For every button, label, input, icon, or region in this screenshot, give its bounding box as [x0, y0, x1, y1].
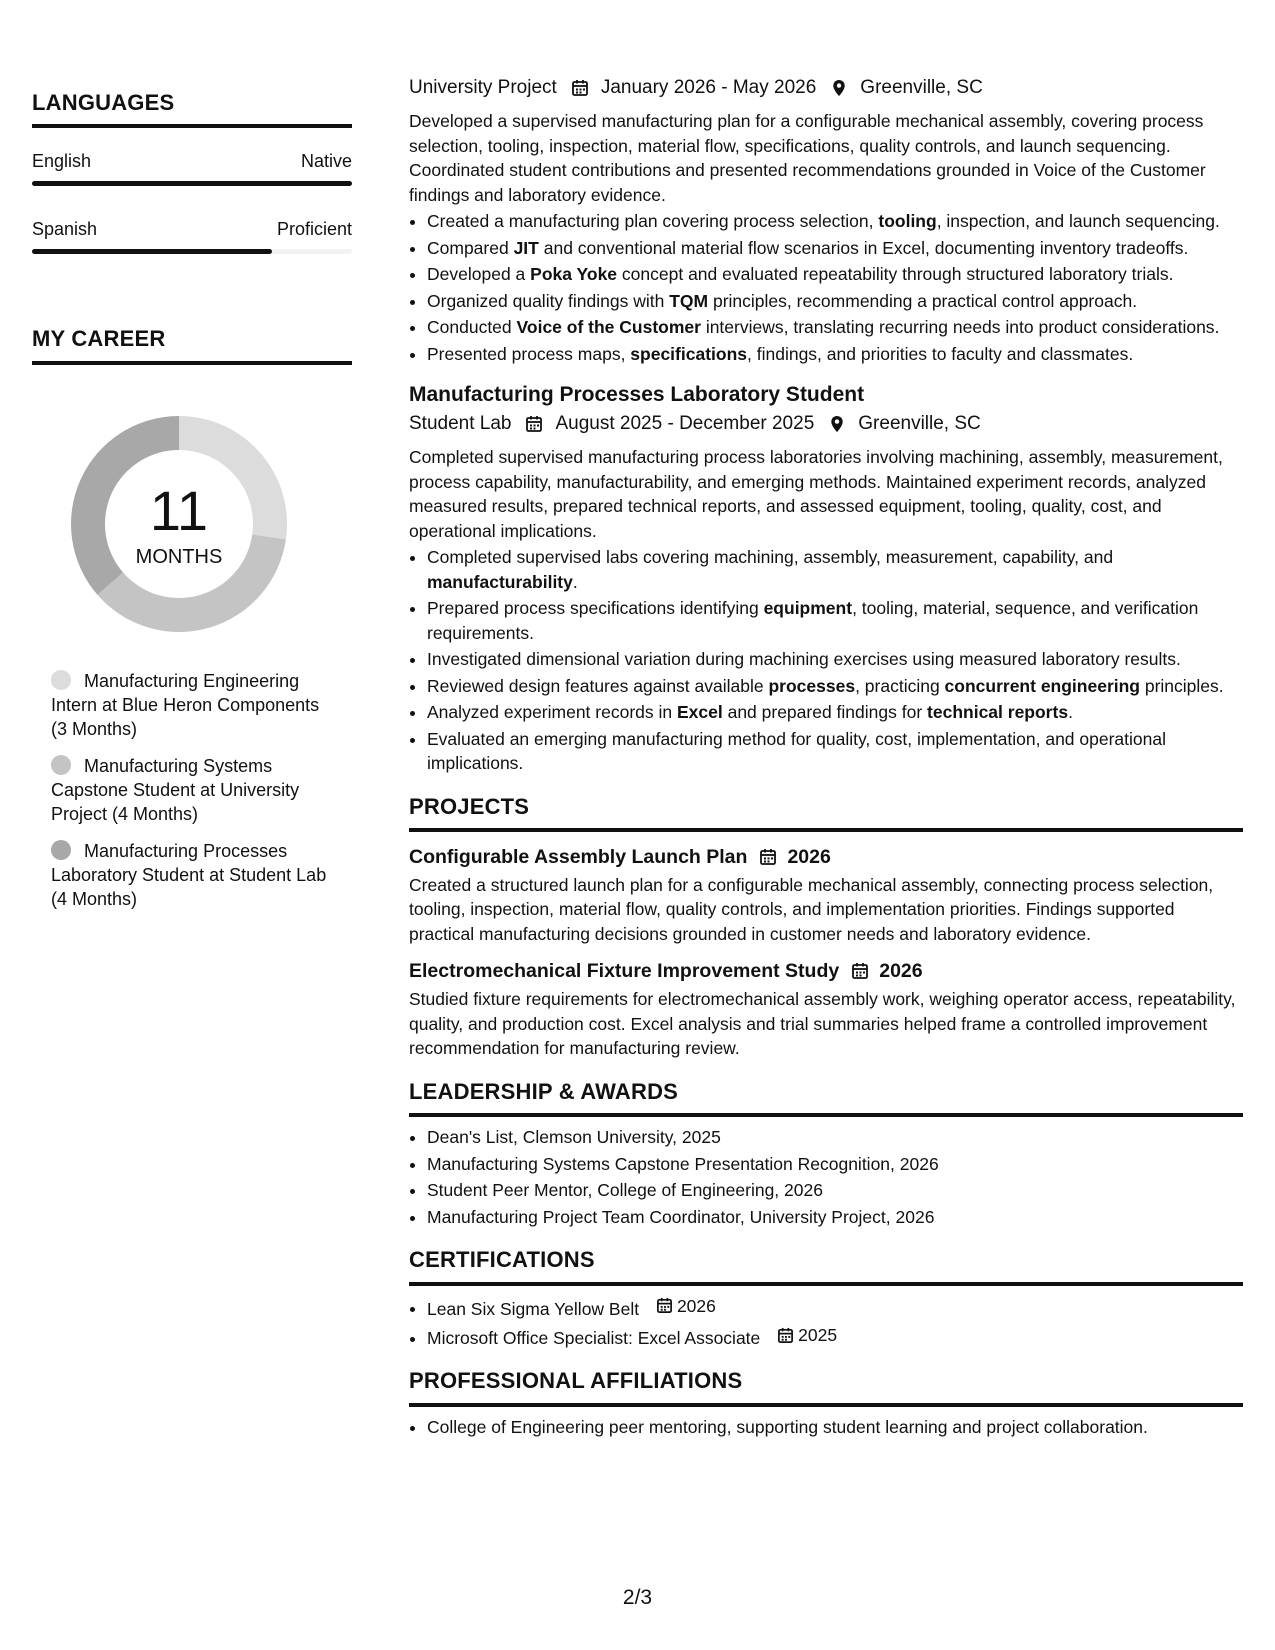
list-item: • Completed supervised labs covering machining, assembly, measurement, capability, and manufacturability.: [427, 545, 1243, 594]
list-item: • Evaluated an emerging manufacturing method for quality, cost, implementation, and operational implications.: [427, 727, 1243, 776]
sidebar: [32, 90, 352, 924]
affiliations-list: [409, 1415, 1243, 1440]
experience-meta: [409, 412, 1243, 436]
experience-dates: January 2026 - May 2026: [600, 77, 817, 98]
certification-year: 2026: [676, 1295, 716, 1316]
project-year: 2026: [787, 845, 831, 868]
keyword: equipment: [763, 598, 853, 618]
career-donut-chart: [64, 409, 294, 639]
main-content: [409, 76, 1243, 1441]
calendar-icon: [851, 962, 869, 980]
experience-bullets: [409, 545, 1243, 776]
affiliations-section: [409, 1368, 1243, 1439]
legend-label: Manufacturing Systems Capstone Student at University Project (4 Months): [51, 755, 300, 824]
list-item: • Created a manufacturing plan covering process selection, tooling, inspection, and launch sequencing.: [427, 209, 1243, 234]
calendar-icon: [777, 1327, 794, 1344]
section-divider: [409, 1403, 1243, 1407]
section-divider: [32, 124, 352, 128]
keyword: tooling: [878, 211, 937, 231]
list-item: • Compared JIT and conventional material flow scenarios in Excel, documenting inventory tradeoffs.: [427, 236, 1243, 261]
page-number: 2/3: [622, 1586, 653, 1609]
certification-date: [765, 1323, 837, 1348]
calendar-icon: [656, 1297, 673, 1314]
list-item: • Prepared process specifications identifying equipment, tooling, material, sequence, and verification requirements.: [427, 596, 1243, 645]
legend-label: Manufacturing Engineering Intern at Blue Heron Components (3 Months): [51, 670, 320, 739]
legend-dot: [51, 840, 71, 860]
career-legend: [51, 669, 352, 911]
list-item: • Manufacturing Systems Capstone Presentation Recognition, 2026: [427, 1152, 1243, 1177]
list-item: • Analyzed experiment records in Excel and prepared findings for technical reports.: [427, 700, 1243, 725]
certification-year: 2025: [798, 1324, 838, 1345]
experience-entry: [409, 76, 1243, 366]
project-item: [409, 844, 1243, 947]
calendar-icon: [571, 79, 589, 97]
language-level: Proficient: [276, 219, 352, 240]
experience-location: Greenville, SC: [858, 413, 981, 434]
experience-dates: August 2025 - December 2025: [555, 413, 815, 434]
experience-title: Manufacturing Processes Laboratory Student: [409, 383, 865, 406]
legend-item: [51, 754, 331, 826]
section-title-awards: LEADERSHIP & AWARDS: [409, 1078, 679, 1104]
keyword: processes: [768, 675, 856, 696]
section-title-certifications: CERTIFICATIONS: [409, 1247, 595, 1273]
keyword: Poka Yoke: [530, 264, 618, 284]
language-proficiency-fill: [32, 181, 352, 186]
list-item: • Dean's List, Clemson University, 2025: [427, 1125, 1243, 1150]
list-item: • College of Engineering peer mentoring, supporting student learning and project collaboration.: [427, 1415, 1243, 1440]
project-year: 2026: [879, 960, 923, 983]
languages-section: [32, 90, 352, 254]
legend-item: [51, 669, 331, 741]
section-title-career: MY CAREER: [32, 326, 166, 352]
section-title-affiliations: PROFESSIONAL AFFILIATIONS: [409, 1368, 743, 1394]
keyword: specifications: [630, 343, 748, 364]
keyword: Voice of the Customer: [516, 317, 701, 337]
projects-section: [409, 794, 1243, 1061]
project-header: [409, 844, 1243, 870]
keyword: TQM: [669, 290, 709, 311]
list-item: • Presented process maps, specifications, findings, and priorities to faculty and classmates.: [427, 342, 1243, 367]
list-item: [427, 1294, 1243, 1321]
keyword: Excel: [676, 702, 723, 722]
project-header: [409, 958, 1243, 984]
experience-bullets: [409, 209, 1243, 366]
certification-name: Lean Six Sigma Yellow Belt: [427, 1298, 640, 1319]
calendar-icon: [525, 415, 543, 433]
keyword: technical reports: [927, 702, 1069, 722]
language-proficiency-bar: [32, 249, 352, 254]
language-name: Spanish: [32, 219, 98, 240]
project-name: Electromechanical Fixture Improvement Study: [409, 960, 840, 983]
list-item: • Manufacturing Project Team Coordinator, University Project, 2026: [427, 1205, 1243, 1230]
experience-summary: Developed a supervised manufacturing plan for a configurable mechanical assembly, covering process selection, tooling, inspection, material flow, specifications, quality controls, and launch sequencing. Coordinated student contributions and presented recommendations grounded in Voice of the Customer findings and laboratory evidence.: [409, 111, 1206, 205]
language-level: Native: [300, 151, 352, 172]
language-item: [32, 218, 352, 254]
list-item: • Investigated dimensional variation during machining exercises using measured laboratory results.: [427, 647, 1243, 672]
certifications-section: [409, 1247, 1243, 1350]
language-name: English: [32, 151, 92, 172]
calendar-icon: [759, 848, 777, 866]
language-proficiency-fill: [32, 249, 272, 254]
list-item: • Reviewed design features against available processes, practicing concurrent engineering principles.: [427, 674, 1243, 699]
map-pin-icon: [828, 415, 846, 433]
legend-dot: [51, 670, 71, 690]
list-item: • Conducted Voice of the Customer interviews, translating recurring needs into product considerations.: [427, 315, 1243, 340]
certification-date: [644, 1294, 716, 1319]
map-pin-icon: [830, 79, 848, 97]
career-total-number: 11: [149, 478, 209, 542]
project-name: Configurable Assembly Launch Plan: [409, 845, 748, 868]
experience-summary: Completed supervised manufacturing process laboratories involving machining, assembly, measurement, process capability, manufacturability, and emerging methods. Maintained experiment records, analyzed measured results, prepared technical reports, and assessed equipment, tooling, quality, cost, and operational implications.: [409, 447, 1223, 541]
list-item: • Developed a Poka Yoke concept and evaluated repeatability through structured laboratory trials.: [427, 262, 1243, 287]
project-item: [409, 958, 1243, 1061]
awards-list: [409, 1125, 1243, 1229]
list-item: [427, 1323, 1243, 1350]
awards-section: [409, 1079, 1243, 1229]
language-proficiency-bar: [32, 181, 352, 186]
certification-name: Microsoft Office Specialist: Excel Associate: [427, 1327, 761, 1348]
keyword: JIT: [513, 237, 539, 258]
section-divider: [32, 361, 352, 365]
section-title-languages: LANGUAGES: [32, 90, 175, 115]
project-description: Created a structured launch plan for a configurable mechanical assembly, connecting process selection, tooling, inspection, material flow, quality controls, and implementation priorities. Findings supported practical manufacturing decisions grounded in customer needs and laboratory evidence.: [409, 874, 1214, 944]
legend-item: [51, 839, 331, 911]
legend-label: Manufacturing Processes Laboratory Student at Student Lab (4 Months): [51, 840, 327, 909]
section-divider: [409, 1282, 1243, 1286]
career-total-unit: MONTHS: [135, 545, 223, 568]
language-item: [32, 150, 352, 186]
section-title-projects: PROJECTS: [409, 793, 530, 819]
list-item: • Student Peer Mentor, College of Engineering, 2026: [427, 1178, 1243, 1203]
experience-meta: [409, 76, 1243, 100]
donut-center: [64, 409, 294, 639]
section-divider: [409, 828, 1243, 832]
project-description: Studied fixture requirements for electromechanical assembly work, weighing operator access, repeatability, quality, and production cost. Excel analysis and trial summaries helped frame a controlled improvement recommendation for manufacturing review.: [409, 989, 1236, 1059]
list-item: • Organized quality findings with TQM principles, recommending a practical control approach.: [427, 289, 1243, 314]
keyword: manufacturability: [427, 571, 573, 592]
keyword: concurrent engineering: [944, 675, 1140, 696]
legend-dot: [51, 755, 71, 775]
section-divider: [409, 1113, 1243, 1117]
experience-org: University Project: [409, 77, 557, 98]
career-section: [32, 326, 352, 910]
experience-org: Student Lab: [409, 413, 512, 434]
certifications-list: [409, 1294, 1243, 1351]
experience-entry: [409, 382, 1243, 776]
experience-location: Greenville, SC: [860, 77, 983, 98]
